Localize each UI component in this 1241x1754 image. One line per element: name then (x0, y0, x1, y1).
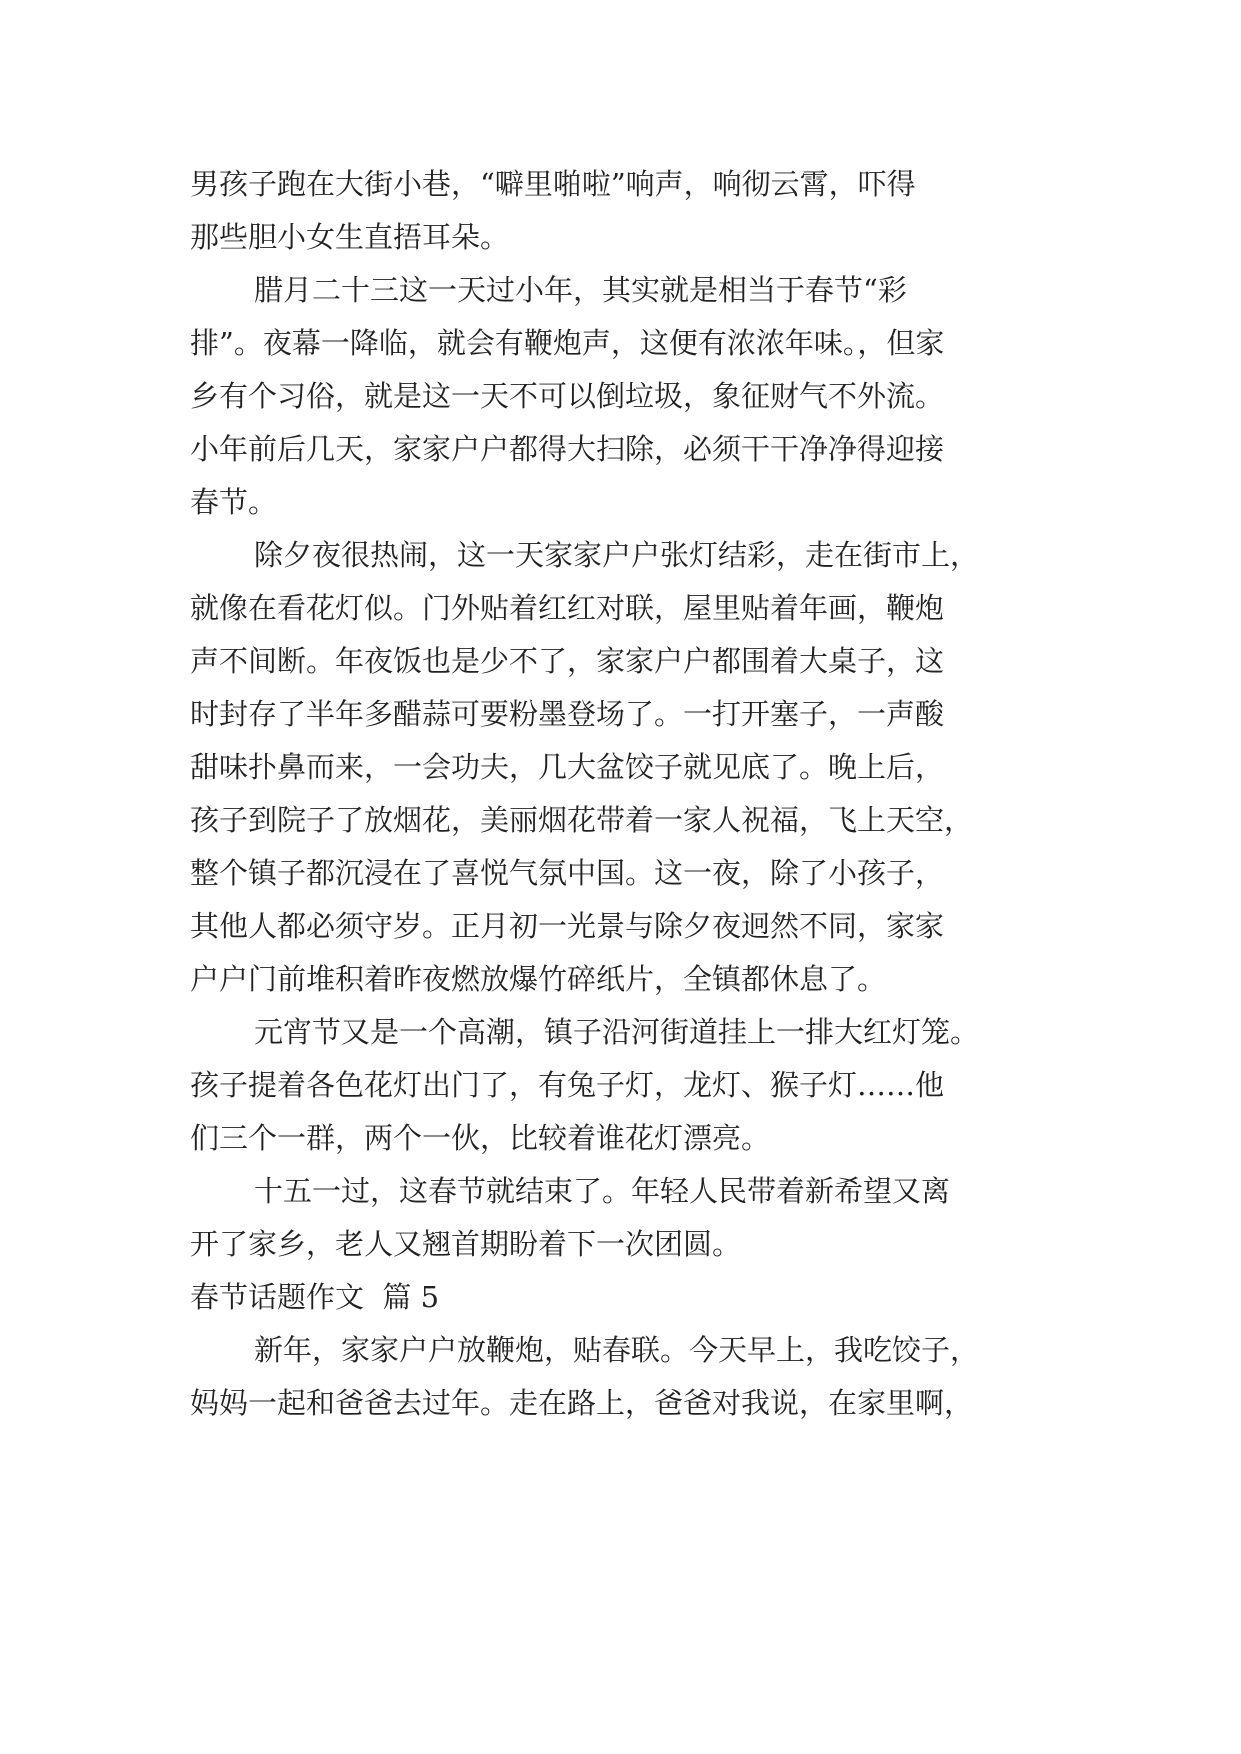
text-line: 排”。夜幕一降临，就会有鞭炮声，这便有浓浓年味。，但家 (190, 326, 945, 360)
text-line: 除夕夜很热闹，这一天家家户户张灯结彩，走在街市上， (254, 538, 980, 572)
text-line: 开了家乡，老人又翘首期盼着下一次团圆。 (190, 1227, 742, 1261)
text-line: 孩子提着各色花灯出门了，有兔子灯，龙灯、猴子灯……他 (190, 1068, 945, 1102)
text-line: 乡有个习俗，就是这一天不可以倒垃圾，象征财气不外流。 (190, 379, 945, 413)
text-line: 时封存了半年多醋蒜可要粉墨登场了。一打开塞子，一声酸 (190, 697, 945, 731)
document-body (190, 158, 1050, 1430)
text-line: 春节。 (190, 485, 278, 519)
section-heading: 春节话题作文 篇 5 (190, 1280, 440, 1314)
text-line: 新年，家家户户放鞭炮，贴春联。今天早上，我吃饺子， (254, 1333, 980, 1367)
text-line: 男孩子跑在大街小巷，“噼里啪啦”响声，响彻云霄，吓得 (190, 167, 916, 201)
text-line: 十五一过，这春节就结束了。年轻人民带着新希望又离 (254, 1174, 951, 1208)
text-line: 妈妈一起和爸爸去过年。走在路上，爸爸对我说，在家里啊， (190, 1386, 974, 1420)
text-line: 元宵节又是一个高潮，镇子沿河街道挂上一排大红灯笼。 (254, 1015, 980, 1049)
text-line: 孩子到院子了放烟花，美丽烟花带着一家人祝福，飞上天空， (190, 803, 974, 837)
text-line: 小年前后几天，家家户户都得大扫除，必须干干净净得迎接 (190, 432, 945, 466)
text-line: 户户门前堆积着昨夜燃放爆竹碎纸片，全镇都休息了。 (190, 962, 887, 996)
text-line: 甜味扑鼻而来，一会功夫，几大盆饺子就见底了。晚上后， (190, 750, 945, 784)
text-line: 那些胆小女生直捂耳朵。 (190, 220, 510, 254)
text-line: 整个镇子都沉浸在了喜悦气氛中国。这一夜，除了小孩子， (190, 856, 945, 890)
text-line: 腊月二十三这一天过小年，其实就是相当于春节“彩 (254, 273, 907, 307)
text-line: 声不间断。年夜饭也是少不了，家家户户都围着大桌子，这 (190, 644, 945, 678)
text-line: 其他人都必须守岁。正月初一光景与除夕夜迥然不同，家家 (190, 909, 945, 943)
text-line: 就像在看花灯似。门外贴着红红对联，屋里贴着年画，鞭炮 (190, 591, 945, 625)
text-line: 们三个一群，两个一伙，比较着谁花灯漂亮。 (190, 1121, 771, 1155)
